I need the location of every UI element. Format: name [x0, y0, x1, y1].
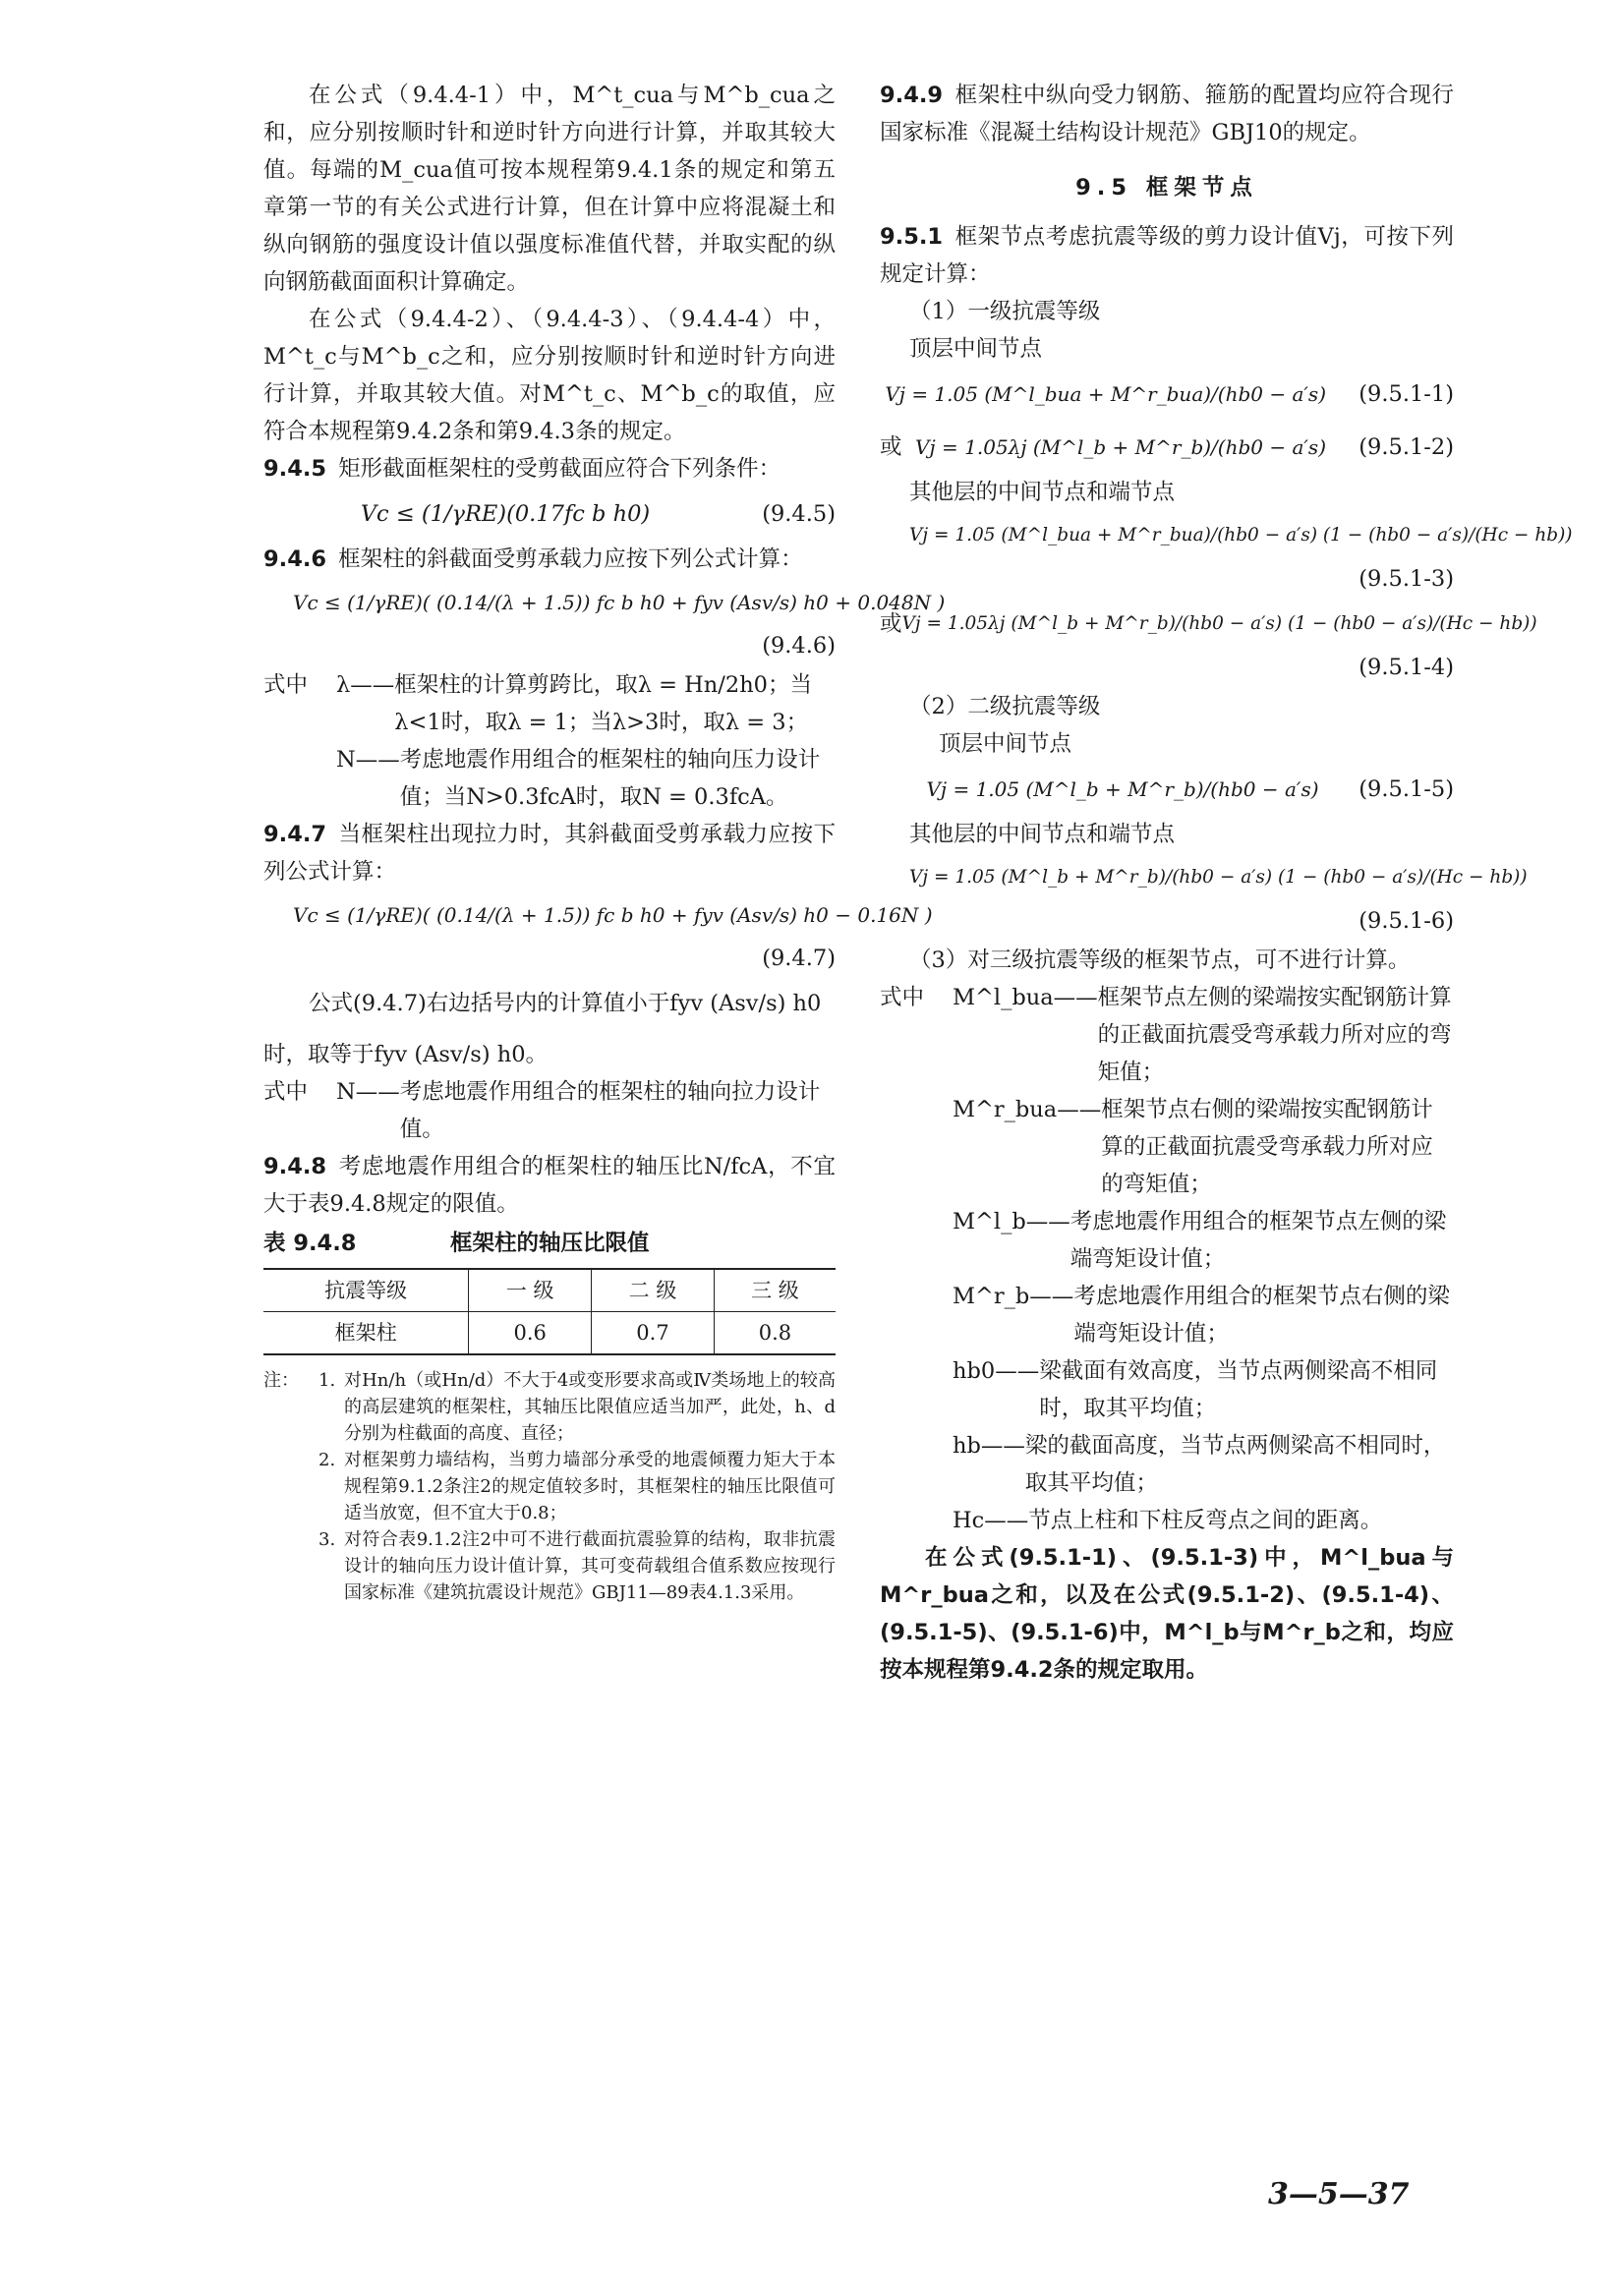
definition: 框架节点左侧的梁端按实配钢筋计算的正截面抗震受弯承载力所对应的弯矩值；: [1097, 985, 1452, 1085]
definition: 考虑地震作用组合的框架节点左侧的梁端弯矩设计值；: [1070, 1209, 1447, 1272]
equation-body: Vj = 1.05 (M^l_b + M^r_b)/(hb0 − a′s) (1 − (hb0 − a′s)/(Hc − hb)): [909, 867, 1528, 888]
symbol: M^r_b——: [953, 1284, 1074, 1309]
note-number: 3.: [318, 1529, 336, 1550]
where-def: [880, 1502, 1454, 1539]
where-def: [880, 1427, 1454, 1502]
table-header-cell: 三 级: [714, 1269, 836, 1312]
equation-body: Vj = 1.05 (M^l_b + M^r_b)/(hb0 − a′s): [926, 777, 1319, 801]
equation-number: (9.5.1-3): [1359, 566, 1454, 592]
table-row: [263, 1312, 836, 1355]
where-N-tension: [263, 1073, 836, 1148]
symbol: hb——: [953, 1433, 1025, 1459]
equation-body: Vj = 1.05λj (M^l_b + M^r_b)/(hb0 − a′s): [915, 435, 1326, 459]
paragraph-9-4-7-b: 时，取等于fyv (Asv/s) h0。: [263, 1042, 549, 1067]
right-column: [880, 77, 1573, 1689]
top-node-heading: 顶层中间节点: [939, 731, 1072, 757]
clause-number: 9.4.7: [263, 822, 327, 847]
table-header-cell: 二 级: [592, 1269, 715, 1312]
clause-9-4-9: [880, 77, 1454, 151]
table-notes: [263, 1367, 836, 1606]
notes-label: 注：: [263, 1370, 299, 1391]
clause-9-4-6: [263, 541, 836, 578]
clause-9-5-1: [880, 218, 1454, 293]
symbol: M^l_bua——: [953, 985, 1098, 1010]
equation-9-5-1-5: [880, 763, 1454, 816]
definition: 框架柱的计算剪跨比，取λ = Hn/2h0；当λ<1时，取λ = 1；当λ>3时，取λ = 3；: [394, 672, 812, 735]
where-label: 式中: [880, 985, 925, 1010]
where-N-compression: [263, 741, 836, 816]
clause-text: 框架柱中纵向受力钢筋、箍筋的配置均应符合现行国家标准《混凝土结构设计规范》GBJ10的规定。: [880, 83, 1454, 145]
equation-body: Vc ≤ (1/γRE)( (0.14/(λ + 1.5)) fc b h0 + fyv (Asv/s) h0 − 0.16N ): [293, 903, 933, 927]
clause-text: 框架节点考虑抗震等级的剪力设计值Vj，可按下列规定计算：: [880, 224, 1454, 287]
grade-3-paragraph: （3）对三级抗震等级的框架节点，可不进行计算。: [909, 947, 1411, 973]
definition: 考虑地震作用组合的框架柱的轴向拉力设计值。: [399, 1079, 821, 1142]
where-def: [880, 1278, 1454, 1352]
equation-9-5-1-4: [880, 600, 1537, 649]
table-header-cell: 抗震等级: [263, 1269, 469, 1312]
table-cell: 0.6: [469, 1312, 592, 1355]
definition: 梁的截面高度，当节点两侧梁高不相同时，取其平均值；: [1024, 1433, 1446, 1496]
clause-text: 框架柱的斜截面受剪承载力应按下列公式计算：: [338, 546, 803, 572]
table-cell: 0.8: [714, 1312, 836, 1355]
note-item: [263, 1447, 836, 1526]
other-nodes-heading: 其他层的中间节点和端节点: [909, 822, 1176, 847]
symbol: hb0——: [953, 1358, 1040, 1384]
equation-9-5-1-6: [880, 853, 1528, 902]
definition: 框架节点右侧的梁端按实配钢筋计算的正截面抗震受弯承载力所对应的弯矩值；: [1101, 1097, 1433, 1197]
symbol: N——: [336, 747, 400, 773]
where-label: 式中: [263, 1079, 309, 1105]
clause-number: 9.4.8: [263, 1154, 327, 1179]
paragraph-9-4-4-1: 在公式（9.4.4-1）中，M^t_cua与M^b_cua之和，应分别按顺时针和逆时针方向进行计算，并取其较大值。每端的M_cua值可按本规程第9.4.1条的规定和第五章第一节的有关公式进行计算，但在计算中应将混凝土和纵向钢筋的强度设计值以强度标准值代替，并取实配的纵向钢筋截面面积计算确定。: [263, 83, 836, 295]
note-text: 对符合表9.1.2注2中可不进行截面抗震验算的结构，取非抗震设计的轴向压力设计值计算，其可变荷载组合值系数应按现行国家标准《建筑抗震设计规范》GBJ11—89表4.1.3采用。: [344, 1529, 836, 1603]
table-header-row: [263, 1269, 836, 1312]
symbol: λ——: [336, 672, 395, 698]
symbol: M^l_b——: [953, 1209, 1070, 1234]
note-number: 1.: [318, 1370, 336, 1391]
table-cell: 框架柱: [263, 1312, 469, 1355]
note-number: 2.: [318, 1450, 336, 1470]
other-nodes-heading: 其他层的中间节点和端节点: [909, 480, 1176, 505]
grade-1-heading: （1）一级抗震等级: [909, 299, 1101, 324]
clause-number: 9.4.5: [263, 456, 327, 482]
clause-number: 9.5.1: [880, 224, 944, 250]
clause-number: 9.4.9: [880, 83, 944, 108]
where-def: [880, 1203, 1454, 1278]
equation-number: (9.4.7): [762, 946, 836, 971]
grade-2-heading: （2）二级抗震等级: [909, 694, 1101, 719]
equation-9-4-7: [263, 890, 933, 940]
clause-text: 考虑地震作用组合的框架柱的轴压比N/fcA，不宜大于表9.4.8规定的限值。: [263, 1154, 836, 1217]
equation-9-5-1-2: [880, 421, 1454, 474]
where-def: [880, 979, 1454, 1091]
note-text: 对Hn/h（或Hn/d）不大于4或变形要求高或Ⅳ类场地上的较高的高层建筑的框架柱，其轴压比限值应适当加严，此处，h、d分别为柱截面的高度、直径；: [344, 1370, 836, 1444]
where-def: [880, 1091, 1454, 1203]
table-number: 表 9.4.8: [263, 1231, 357, 1256]
equation-body: Vj = 1.05λj (M^l_b + M^r_b)/(hb0 − a′s) (1 − (hb0 − a′s)/(Hc − hb)): [901, 613, 1537, 634]
definition: 节点上柱和下柱反弯点之间的距离。: [1028, 1508, 1383, 1533]
clause-text: 矩形截面框架柱的受剪截面应符合下列条件：: [338, 456, 781, 482]
page-number: 3—5—37: [1268, 2177, 1410, 2211]
axial-ratio-table: [263, 1268, 836, 1355]
clause-number: 9.4.6: [263, 546, 327, 572]
paragraph-9-4-7-a: 公式(9.4.7)右边括号内的计算值小于fyv (Asv/s) h0: [309, 991, 822, 1016]
closing-paragraph: 在公式(9.5.1-1)、(9.5.1-3)中，M^l_bua与M^r_bua之和，以及在公式(9.5.1-2)、(9.5.1-4)、(9.5.1-5)、(9.5.1-6)中，M^l_b与M^r_b之和，均应按本规程第9.4.2条的规定取用。: [880, 1545, 1454, 1683]
where-def: [880, 1352, 1454, 1427]
equation-number: (9.4.5): [762, 501, 836, 527]
equation-number: (9.5.1-1): [1359, 381, 1454, 407]
table-header-cell: 一 级: [469, 1269, 592, 1312]
definition: 梁截面有效高度，当节点两侧梁高不相同时，取其平均值；: [1039, 1358, 1438, 1421]
equation-number: (9.5.1-5): [1359, 776, 1454, 802]
equation-body: Vc ≤ (1/γRE)( (0.14/(λ + 1.5)) fc b h0 + fyv (Asv/s) h0 + 0.048N ): [293, 591, 946, 614]
section-title: 9.5 框架节点: [1075, 175, 1258, 201]
clause-text: 当框架柱出现拉力时，其斜截面受剪承载力应按下列公式计算：: [263, 822, 836, 885]
where-lambda: [263, 666, 836, 741]
equation-body: Vc ≤ (1/γRE)(0.17fc b h0): [360, 501, 651, 527]
equation-9-4-6: [263, 578, 946, 627]
clause-9-4-8: [263, 1148, 836, 1223]
top-node-heading: 顶层中间节点: [909, 336, 1043, 362]
table-cell: 0.7: [592, 1312, 715, 1355]
equation-number: (9.5.1-6): [1359, 908, 1454, 934]
paragraph-9-4-4-2: 在公式（9.4.4-2）、（9.4.4-3）、（9.4.4-4）中，M^t_c与M^b_c之和，应分别按顺时针和逆时针方向进行计算，并取其较大值。对M^t_c、M^b_c的取值，应符合本规程第9.4.2条和第9.4.3条的规定。: [263, 307, 836, 444]
equation-9-5-1-3: [880, 511, 1573, 560]
or-label: 或: [880, 434, 902, 460]
equation-number: (9.5.1-4): [1359, 655, 1454, 680]
definition: 考虑地震作用组合的框架节点右侧的梁端弯矩设计值；: [1073, 1284, 1450, 1347]
equation-number: (9.4.6): [762, 633, 836, 659]
note-item: [263, 1526, 836, 1606]
table-title: 框架柱的轴压比限值: [450, 1231, 650, 1256]
symbol: Hc——: [953, 1508, 1029, 1533]
note-item: [263, 1367, 836, 1447]
equation-9-4-5: [263, 488, 836, 541]
clause-9-4-7: [263, 816, 836, 890]
clause-9-4-5: [263, 450, 836, 488]
symbol: M^r_bua——: [953, 1097, 1102, 1122]
equation-9-5-1-1: [880, 368, 1454, 421]
where-label: 式中: [263, 672, 309, 698]
equation-body: Vj = 1.05 (M^l_bua + M^r_bua)/(hb0 − a′s): [885, 382, 1326, 406]
note-text: 对框架剪力墙结构，当剪力墙部分承受的地震倾覆力矩大于本规程第9.1.2条注2的规定值较多时，其框架柱的轴压比限值可适当放宽，但不宜大于0.8；: [344, 1450, 836, 1523]
definition: 考虑地震作用组合的框架柱的轴向压力设计值；当N>0.3fcA时，取N = 0.3fcA。: [399, 747, 821, 810]
table-caption: [263, 1225, 836, 1262]
equation-body: Vj = 1.05 (M^l_bua + M^r_bua)/(hb0 − a′s) (1 − (hb0 − a′s)/(Hc − hb)): [909, 525, 1573, 545]
equation-number: (9.5.1-2): [1359, 434, 1454, 460]
symbol: N——: [336, 1079, 400, 1105]
or-label: 或: [880, 611, 902, 637]
